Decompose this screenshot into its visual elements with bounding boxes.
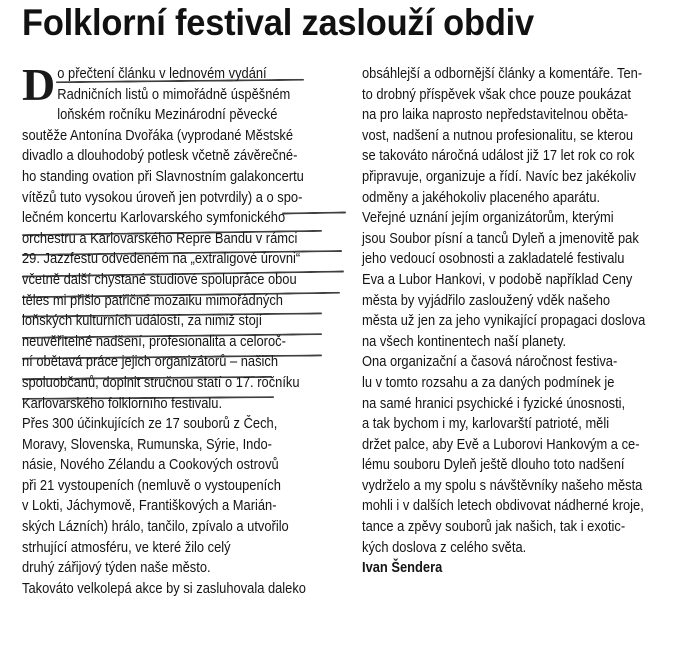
text-line: druhý zářijový týden naše město. xyxy=(22,559,211,577)
text-line: 29. Jazzfestu odvedeném na „extraligové úrovni“ xyxy=(22,250,301,268)
text-line: loňském ročníku Mezinárodní pěvecké xyxy=(57,106,278,124)
text-line: na samé hranici psychické i fyzické únosnosti, xyxy=(362,394,626,412)
text-line: města by vyjádřilo zasloužený vděk našeho xyxy=(362,291,611,309)
text-line: při 21 vystoupeních (nemluvě o vystoupeních xyxy=(22,476,281,494)
text-line: lému souboru Dyleň ještě dlouho toto nadšení xyxy=(362,456,625,474)
text-line: lu v tomto rozsahu a za daných podmínek je xyxy=(362,373,615,391)
text-line: vítězů tuto vysokou úroveň jen potvrdily) a o spo- xyxy=(22,188,303,206)
text-line: spoluobčanů, doplnit stručnou statí o 17. ročníku xyxy=(22,373,300,391)
right-column xyxy=(362,64,692,579)
text-line: připravuje, organizuje a řídí. Navíc bez jakékoliv xyxy=(362,167,636,185)
drop-cap: D xyxy=(22,59,56,110)
text-line: vost, nadšení a nutnou profesionalitu, se kterou xyxy=(362,126,634,144)
text-line: tance a zpěvy souborů jak našich, tak i exotic- xyxy=(362,518,626,536)
text-line: města už jen za jeho vynikající propagaci doslova xyxy=(362,312,646,330)
text-line: soutěže Antonína Dvořáka (vyprodané Městské xyxy=(22,126,294,144)
text-line: na všech kontinentech naší planety. xyxy=(362,332,567,350)
text-line: Radničních listů o mimořádně úspěšném xyxy=(57,85,291,103)
text-line: a tak bychom i my, karlovarští patrioté, měli xyxy=(362,415,610,433)
text-line: lečném koncertu Karlovarského symfonického xyxy=(22,209,286,227)
text-line: ní obětavá práce jejich organizátorů – našich xyxy=(22,353,279,371)
text-line: Karlovarského folklorního festivalu. xyxy=(22,394,223,412)
text-line: těles mi přišlo patřičné mozaiku mimořádných xyxy=(22,291,283,309)
text-line: loňských kulturních událostí, za nimiž stojí xyxy=(22,312,263,330)
text-line: strhující atmosféru, ve které žilo celý xyxy=(22,538,231,556)
text-line: Eva a Lubor Hankovi, v podobě například Ceny xyxy=(362,270,633,288)
text-line: o přečtení článku v lednovém vydání xyxy=(57,65,267,82)
text-line: v Lokti, Jáchymově, Františkových a Marián- xyxy=(22,497,277,515)
text-line: obsáhlejší a odbornější články a komentáře. Ten- xyxy=(362,65,643,82)
text-line: odměny a jakéhokoliv placeného aparátu. xyxy=(362,188,601,206)
text-line: násie, Nového Zélandu a Cookových ostrovů xyxy=(22,456,279,474)
text-line: orchestru a Karlovarského Repre Bandu v rámci xyxy=(22,229,298,247)
text-line: Přes 300 účinkujících ze 17 souborů z Čech, xyxy=(22,415,278,433)
text-line: Veřejné uznání jejím organizátorům, kterými xyxy=(362,209,614,227)
text-line: mohli i v dalších letech obdivovat nádherné kroje, xyxy=(362,497,644,515)
text-line: se takováto náročná událost již 17 let rok co rok xyxy=(362,147,635,165)
text-line: Takováto velkolepá akce by si zasluhovala daleko xyxy=(22,579,306,597)
text-line: kých doslova z celého světa. xyxy=(362,538,527,556)
text-line: ho standing ovation při Slavnostním galakoncertu xyxy=(22,167,304,185)
text-line: divadlo a dlouhodobý potlesk včetně závěrečné- xyxy=(22,147,298,165)
author-name: Ivan Šendera xyxy=(362,559,443,577)
text-line: ských Lázních) hrálo, tančilo, zpívalo a utvořilo xyxy=(22,518,289,536)
text-line: držet palce, aby Evě a Luborovi Hankovým a ce- xyxy=(362,435,640,453)
text-line: neuvěřitelné nadšení, profesionalita a celoroč- xyxy=(22,332,286,350)
text-line: jeho vedoucí osobnosti a zakladatelé festivalu xyxy=(362,250,625,268)
text-line: na pro laika naprosto nepředstavitelnou oběta- xyxy=(362,106,629,124)
text-line: to drobný příspěvek však chce pouze poukázat xyxy=(362,85,631,103)
text-line: jsou Soubor písní a tanců Dyleň a jmenovitě pak xyxy=(362,229,639,247)
left-column xyxy=(22,59,362,599)
headline: Folklorní festival zaslouží obdiv xyxy=(22,2,535,43)
text-line: Ona organizační a časová náročnost festiva- xyxy=(362,353,618,371)
text-line: včetně další chystané studiové spolupráce obou xyxy=(22,270,297,288)
text-line: Moravy, Slovenska, Rumunska, Sýrie, Indo- xyxy=(22,435,272,453)
text-line: vydrželo a my spolu s návštěvníky našeho města xyxy=(362,476,643,494)
